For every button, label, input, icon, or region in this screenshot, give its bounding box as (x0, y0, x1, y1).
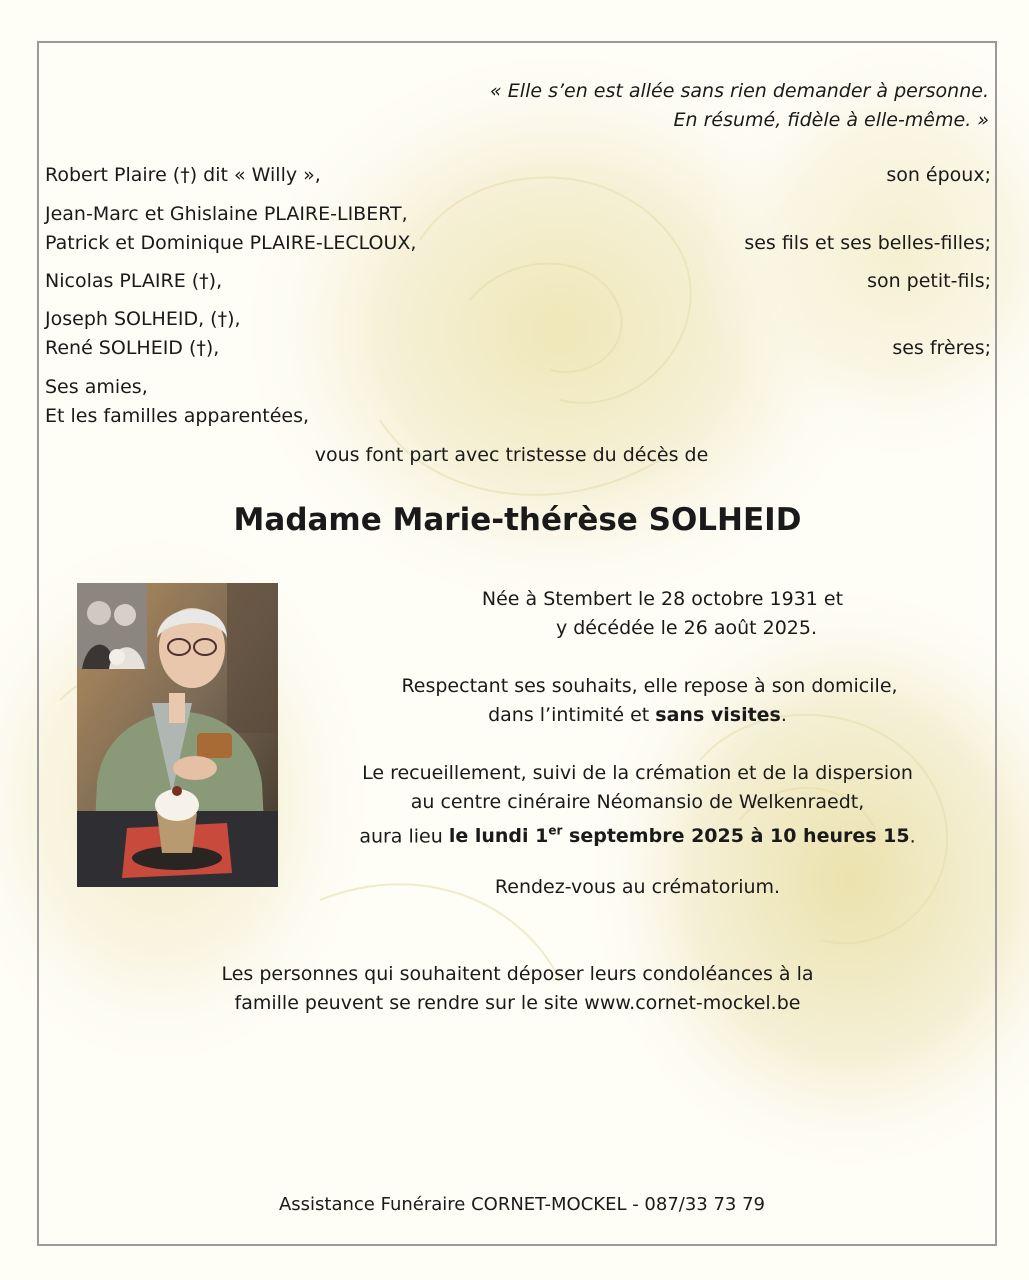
condolences-line-1: Les personnes qui souhaitent déposer leurs condoléances à la (221, 963, 814, 985)
meeting-text: Rendez-vous au crématorium. (494, 876, 781, 898)
ceremony-line-3: aura lieu le lundi 1er septembre 2025 à 10 heures 15. (359, 824, 916, 848)
family-name: Patrick et Dominique PLAIRE-LECLOUX, (45, 232, 417, 254)
family-name: René SOLHEID (†), (45, 337, 220, 359)
portrait-photo (77, 583, 278, 887)
condolences-line-2: famille peuvent se rendre sur le site www.cornet-mockel.be (234, 992, 801, 1014)
family-name: Nicolas PLAIRE (†), (45, 270, 223, 292)
no-visits-emphasis: sans visites (655, 704, 781, 726)
funeral-home-footer: Assistance Funéraire CORNET-MOCKEL - 087/33 73 79 (278, 1194, 766, 1215)
ceremony-line-1: Le recueillement, suivi de la crémation et de la dispersion (362, 762, 913, 784)
ceremony-line-2: au centre cinéraire Néomansio de Welkenraedt, (410, 791, 865, 813)
family-relation: ses frères; (892, 337, 991, 359)
family-relation: ses fils et ses belles-filles; (744, 232, 991, 254)
birth-line-2: y décédée le 26 août 2025. (555, 617, 818, 639)
family-name: Ses amies, (45, 376, 148, 398)
family-name: Robert Plaire (†) dit « Willy », (45, 164, 321, 186)
family-name: Joseph SOLHEID, (†), (45, 308, 241, 330)
birth-line-1: Née à Stembert le 28 octobre 1931 et (481, 588, 844, 610)
ceremony-date: le lundi 1er septembre 2025 à 10 heures 15 (448, 824, 910, 848)
quote-line-1: « Elle s’en est allée sans rien demander à personne. (490, 80, 989, 102)
rest-line-2: dans l’intimité et sans visites. (488, 704, 787, 726)
announcement-text: vous font part avec tristesse du décès de (314, 444, 709, 466)
family-relation: son petit-fils; (867, 270, 991, 292)
old-photo-inset (77, 583, 147, 669)
family-name: Jean-Marc et Ghislaine PLAIRE-LIBERT, (45, 203, 408, 225)
deceased-name: Madame Marie-thérèse SOLHEID (233, 502, 802, 538)
quote-line-2: En résumé, fidèle à elle-même. » (673, 109, 989, 131)
family-relation: son époux; (886, 164, 991, 186)
rest-line-1: Respectant ses souhaits, elle repose à son domicile, (401, 675, 898, 697)
family-name: Et les familles apparentées, (45, 405, 310, 427)
